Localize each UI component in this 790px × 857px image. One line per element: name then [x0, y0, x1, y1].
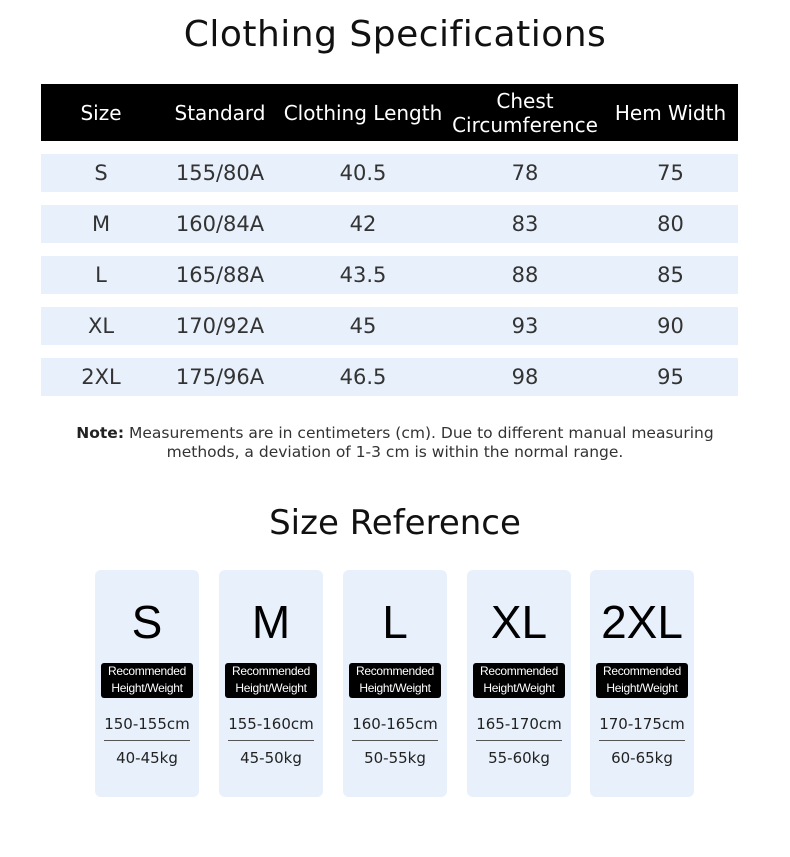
cell-standard: 165/88A — [175, 263, 265, 287]
divider — [352, 740, 438, 741]
size-card — [219, 570, 323, 797]
badge-line1: Recommended — [355, 664, 435, 678]
divider — [476, 740, 562, 741]
table-row — [41, 154, 738, 192]
card-size: S — [131, 596, 163, 648]
card-size: XL — [490, 596, 548, 648]
badge-line2: Height/Weight — [606, 681, 678, 695]
card-weight: 60-65kg — [611, 749, 673, 767]
cell-hem: 95 — [657, 365, 684, 389]
recommended-badge — [473, 663, 565, 698]
cell-size: L — [95, 263, 107, 287]
cell-chest: 88 — [511, 263, 539, 287]
spec-table — [41, 84, 738, 396]
cell-hem: 85 — [657, 263, 684, 287]
card-weight: 55-60kg — [488, 749, 550, 767]
cell-standard: 175/96A — [175, 365, 265, 389]
card-height: 165-170cm — [476, 715, 562, 733]
badge-line2: Height/Weight — [359, 681, 431, 695]
badge-line2: Height/Weight — [483, 681, 555, 695]
header-standard: Standard — [174, 100, 266, 125]
recommended-badge — [349, 663, 441, 698]
cell-clothing-length: 45 — [349, 314, 377, 338]
table-row — [41, 256, 738, 294]
card-height: 150-155cm — [104, 715, 190, 733]
badge-line2: Height/Weight — [111, 681, 183, 695]
divider — [104, 740, 190, 741]
cell-standard: 155/80A — [175, 161, 265, 185]
cell-chest: 78 — [511, 161, 539, 185]
size-card — [467, 570, 571, 797]
measurement-note — [40, 424, 750, 462]
size-card — [590, 570, 694, 797]
cell-hem: 80 — [657, 212, 684, 236]
size-reference-cards — [0, 570, 790, 797]
cell-clothing-length: 46.5 — [339, 365, 387, 389]
cell-size: M — [91, 212, 111, 236]
cell-size: XL — [87, 314, 115, 338]
page-title: Clothing Specifications — [183, 14, 607, 55]
section-title: Size Reference — [269, 503, 521, 543]
cell-standard: 160/84A — [175, 212, 265, 236]
cell-hem: 75 — [657, 161, 684, 185]
recommended-badge — [596, 663, 688, 698]
table-row — [41, 205, 738, 243]
card-size: L — [382, 596, 408, 648]
card-size: 2XL — [601, 596, 683, 648]
header-hem-width: Hem Width — [614, 100, 727, 125]
header-size: Size — [80, 100, 122, 125]
table-row — [41, 358, 738, 396]
cell-clothing-length: 43.5 — [339, 263, 387, 287]
note-label: Note: — [76, 424, 125, 442]
cell-size: 2XL — [81, 365, 121, 389]
cell-chest: 93 — [511, 314, 539, 338]
table-row — [41, 307, 738, 345]
card-weight: 45-50kg — [240, 749, 302, 767]
cell-standard: 170/92A — [175, 314, 265, 338]
recommended-badge — [225, 663, 317, 698]
cell-clothing-length: 40.5 — [339, 161, 387, 185]
badge-line1: Recommended — [231, 664, 311, 678]
cell-chest: 83 — [511, 212, 539, 236]
card-height: 160-165cm — [352, 715, 438, 733]
card-weight: 40-45kg — [116, 749, 178, 767]
card-height: 155-160cm — [228, 715, 314, 733]
card-height: 170-175cm — [599, 715, 685, 733]
size-card — [343, 570, 447, 797]
badge-line2: Height/Weight — [235, 681, 307, 695]
divider — [599, 740, 685, 741]
table-header — [41, 84, 738, 141]
header-clothing-length: Clothing Length — [283, 100, 443, 125]
size-card — [95, 570, 199, 797]
cell-size: S — [94, 161, 108, 185]
card-weight: 50-55kg — [364, 749, 426, 767]
divider — [228, 740, 314, 741]
cell-hem: 90 — [657, 314, 684, 338]
badge-line1: Recommended — [602, 664, 682, 678]
recommended-badge — [101, 663, 193, 698]
badge-line1: Recommended — [479, 664, 559, 678]
badge-line1: Recommended — [107, 664, 187, 678]
cell-chest: 98 — [511, 365, 539, 389]
cell-clothing-length: 42 — [349, 212, 377, 236]
header-chest-circumference: Chest Circumference — [452, 88, 598, 137]
note-text: Measurements are in centimeters (cm). Due to different manual measuring methods, a deviation of 1-3 cm is within the normal range. — [124, 424, 714, 461]
card-size: M — [251, 596, 291, 648]
